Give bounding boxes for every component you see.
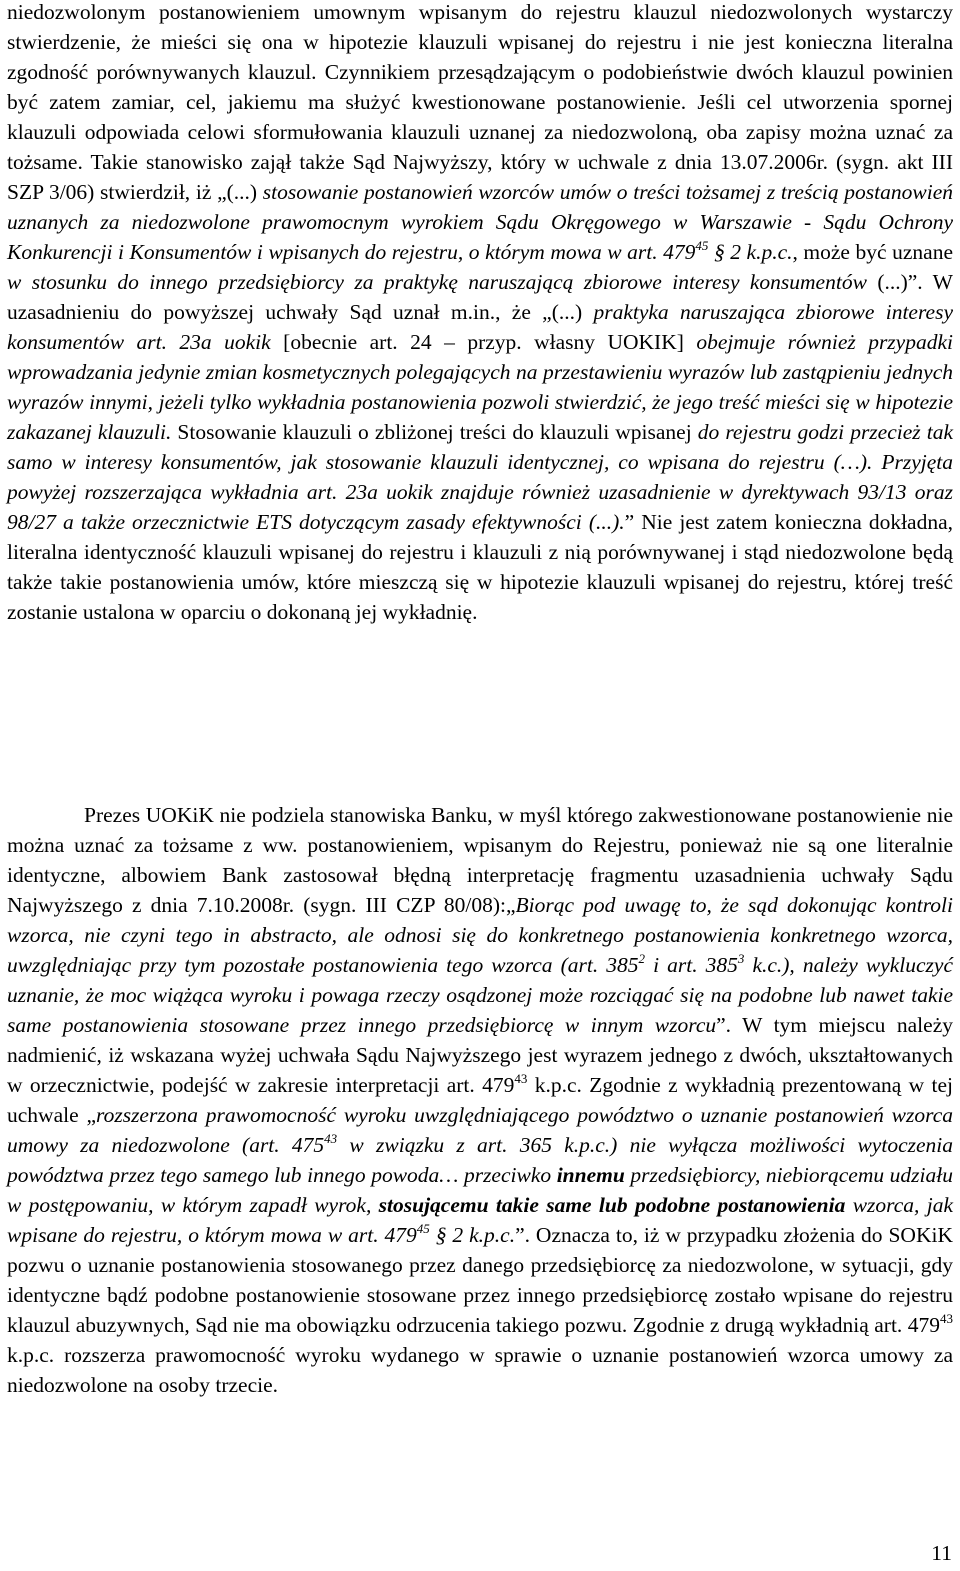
body-paragraph-2: Prezes UOKiK nie podziela stanowiska Banku, w myśl którego zakwestionowane postanowienie nie można uznać za tożsame z ww. postanowieniem, wpisanym do Rejestru, ponieważ nie są one literalnie identyczne, albowiem Bank zastosował błędną interpretację fragmentu uzasadnienia uchwały Sądu Najwyższego z dnia 7.10.2008r. (sygn. III CZP 80/08):„Biorąc pod uwagę to, że sąd dokonując kontroli wzorca, nie czyni tego in abstracto, ale odnosi się do konkretnego postanowienia konkretnego wzorca, uwzględniając przy tym pozostałe postanowienia tego wzorca (art. $385^2$ i art. $385^3$ k.c.), należy wykluczyć uznanie, że moc wiążąca wyroku i powaga rzeczy osądzonej może rozciągać się na podobne lub nawet takie same postanowienia stosowane przez innego przedsiębiorcę w innym wzorcu”. W tym miejscu należy nadmienić, iż wskazana wyżej uchwała Sądu Najwyższego jest wyrazem jednego z dwóch, ukształtowanych w orzecznictwie, podejść w zakresie interpretacji art. $479^{43}$ k.p.c. Zgodnie z wykładnią prezentowaną w tej uchwale „rozszerzona prawomocność wyroku uwzględniającego powództwo o uznanie postanowień wzorca umowy za niedozwolone (art. $475^{43}$ w związku z art. 365 k.p.c.) nie wyłącza możliwości wytoczenia powództwa przez tego samego lub innego powoda… przeciwko innemu przedsiębiorcy, niebiorącemu udziału w postępowaniu, w którym zapadł wyrok, stosującemu takie same lub podobne postanowienia wzorca, jak wpisane do rejestru, o którym mowa w art. $479^{45}$ § 2 k.p.c.”. Oznacza to, iż w przypadku złożenia do SOKiK pozwu o uznanie postanowienia stosowanego przez danego przedsiębiorcę za niedozwolone, w sytuacji, gdy identyczne bądź podobne postanowienie stosowane przez innego przedsiębiorcę zostało wpisane do rejestru klauzul abuzywnych, Sąd nie ma obowiązku odrzucenia takiego pozwu. Zgodnie z drugą wykładnią art. $479^{43}$ k.p.c. rozszerza prawomocność wyroku wydanego w sprawie o uznanie postanowień wzorca umowy za niedozwolone na osoby trzecie. (7, 803, 954, 1397)
page-number: 11 (931, 1541, 952, 1565)
body-paragraph-1: niedozwolonym postanowieniem umownym wpisanym do rejestru klauzul niedozwolonych wystarczy stwierdzenie, że mieści się ona w hipotezie klauzuli wpisanej do rejestru i nie jest konieczna literalna zgodność porównywanych klauzul. Czynnikiem przesądzającym o podobieństwie dwóch klauzul powinien być zatem zamiar, cel, jakiemu ma służyć kwestionowane postanowienie. Jeśli cel utworzenia spornej klauzuli odpowiada celowi sformułowania klauzuli uznanej za niedozwoloną, oba zapisy można uznać za tożsame. Takie stanowisko zajął także Sąd Najwyższy, który w uchwale z dnia 13.07.2006r. (sygn. akt III SZP 3/06) stwierdził, iż „(...) stosowanie postanowień wzorców umów o treści tożsamej z treścią postanowień uznanych za niedozwolone prawomocnym wyrokiem Sądu Okręgowego w Warszawie - Sądu Ochrony Konkurencji i Konsumentów i wpisanych do rejestru, o którym mowa w art. $479^{45}$ § 2 k.p.c., może być uznane w stosunku do innego przedsiębiorcy za praktykę naruszającą zbiorowe interesy konsumentów (...)”. W uzasadnieniu do powyższej uchwały Sąd uznał m.in., że „(...) praktyka naruszająca zbiorowe interesy konsumentów art. 23a uokik [obecnie art. 24 – przyp. własny UOKIK] obejmuje również przypadki wprowadzania jedynie zmian kosmetycznych polegających na przestawieniu wyrazów lub zastąpieniu jednych wyrazów innymi, jeżeli tylko wykładnia postanowienia pozwoli stwierdzić, że jego treść mieści się w hipotezie zakazanej klauzuli. Stosowanie klauzuli o zbliżonej treści do klauzuli wpisanej do rejestru godzi przecież tak samo w interesy konsumentów, jak stosowanie klauzuli identycznej, co wpisana do rejestru (…). Przyjęta powyżej rozszerzająca wykładnia art. 23a uokik znajduje również uzasadnienie w dyrektywach 93/13 oraz 98/27 a także orzecznictwie ETS dotyczącym zasady efektywności (...).” Nie jest zatem konieczna dokładna, literalna identyczność klauzuli wpisanej do rejestru i klauzuli z nią porównywanej i stąd niedozwolone będą także takie postanowienia umów, które mieszczą się w hipotezie klauzuli wpisanej do rejestru, której treść zostanie ustalona w oparciu o dokonaną jej wykładnię. (7, 0, 953, 624)
